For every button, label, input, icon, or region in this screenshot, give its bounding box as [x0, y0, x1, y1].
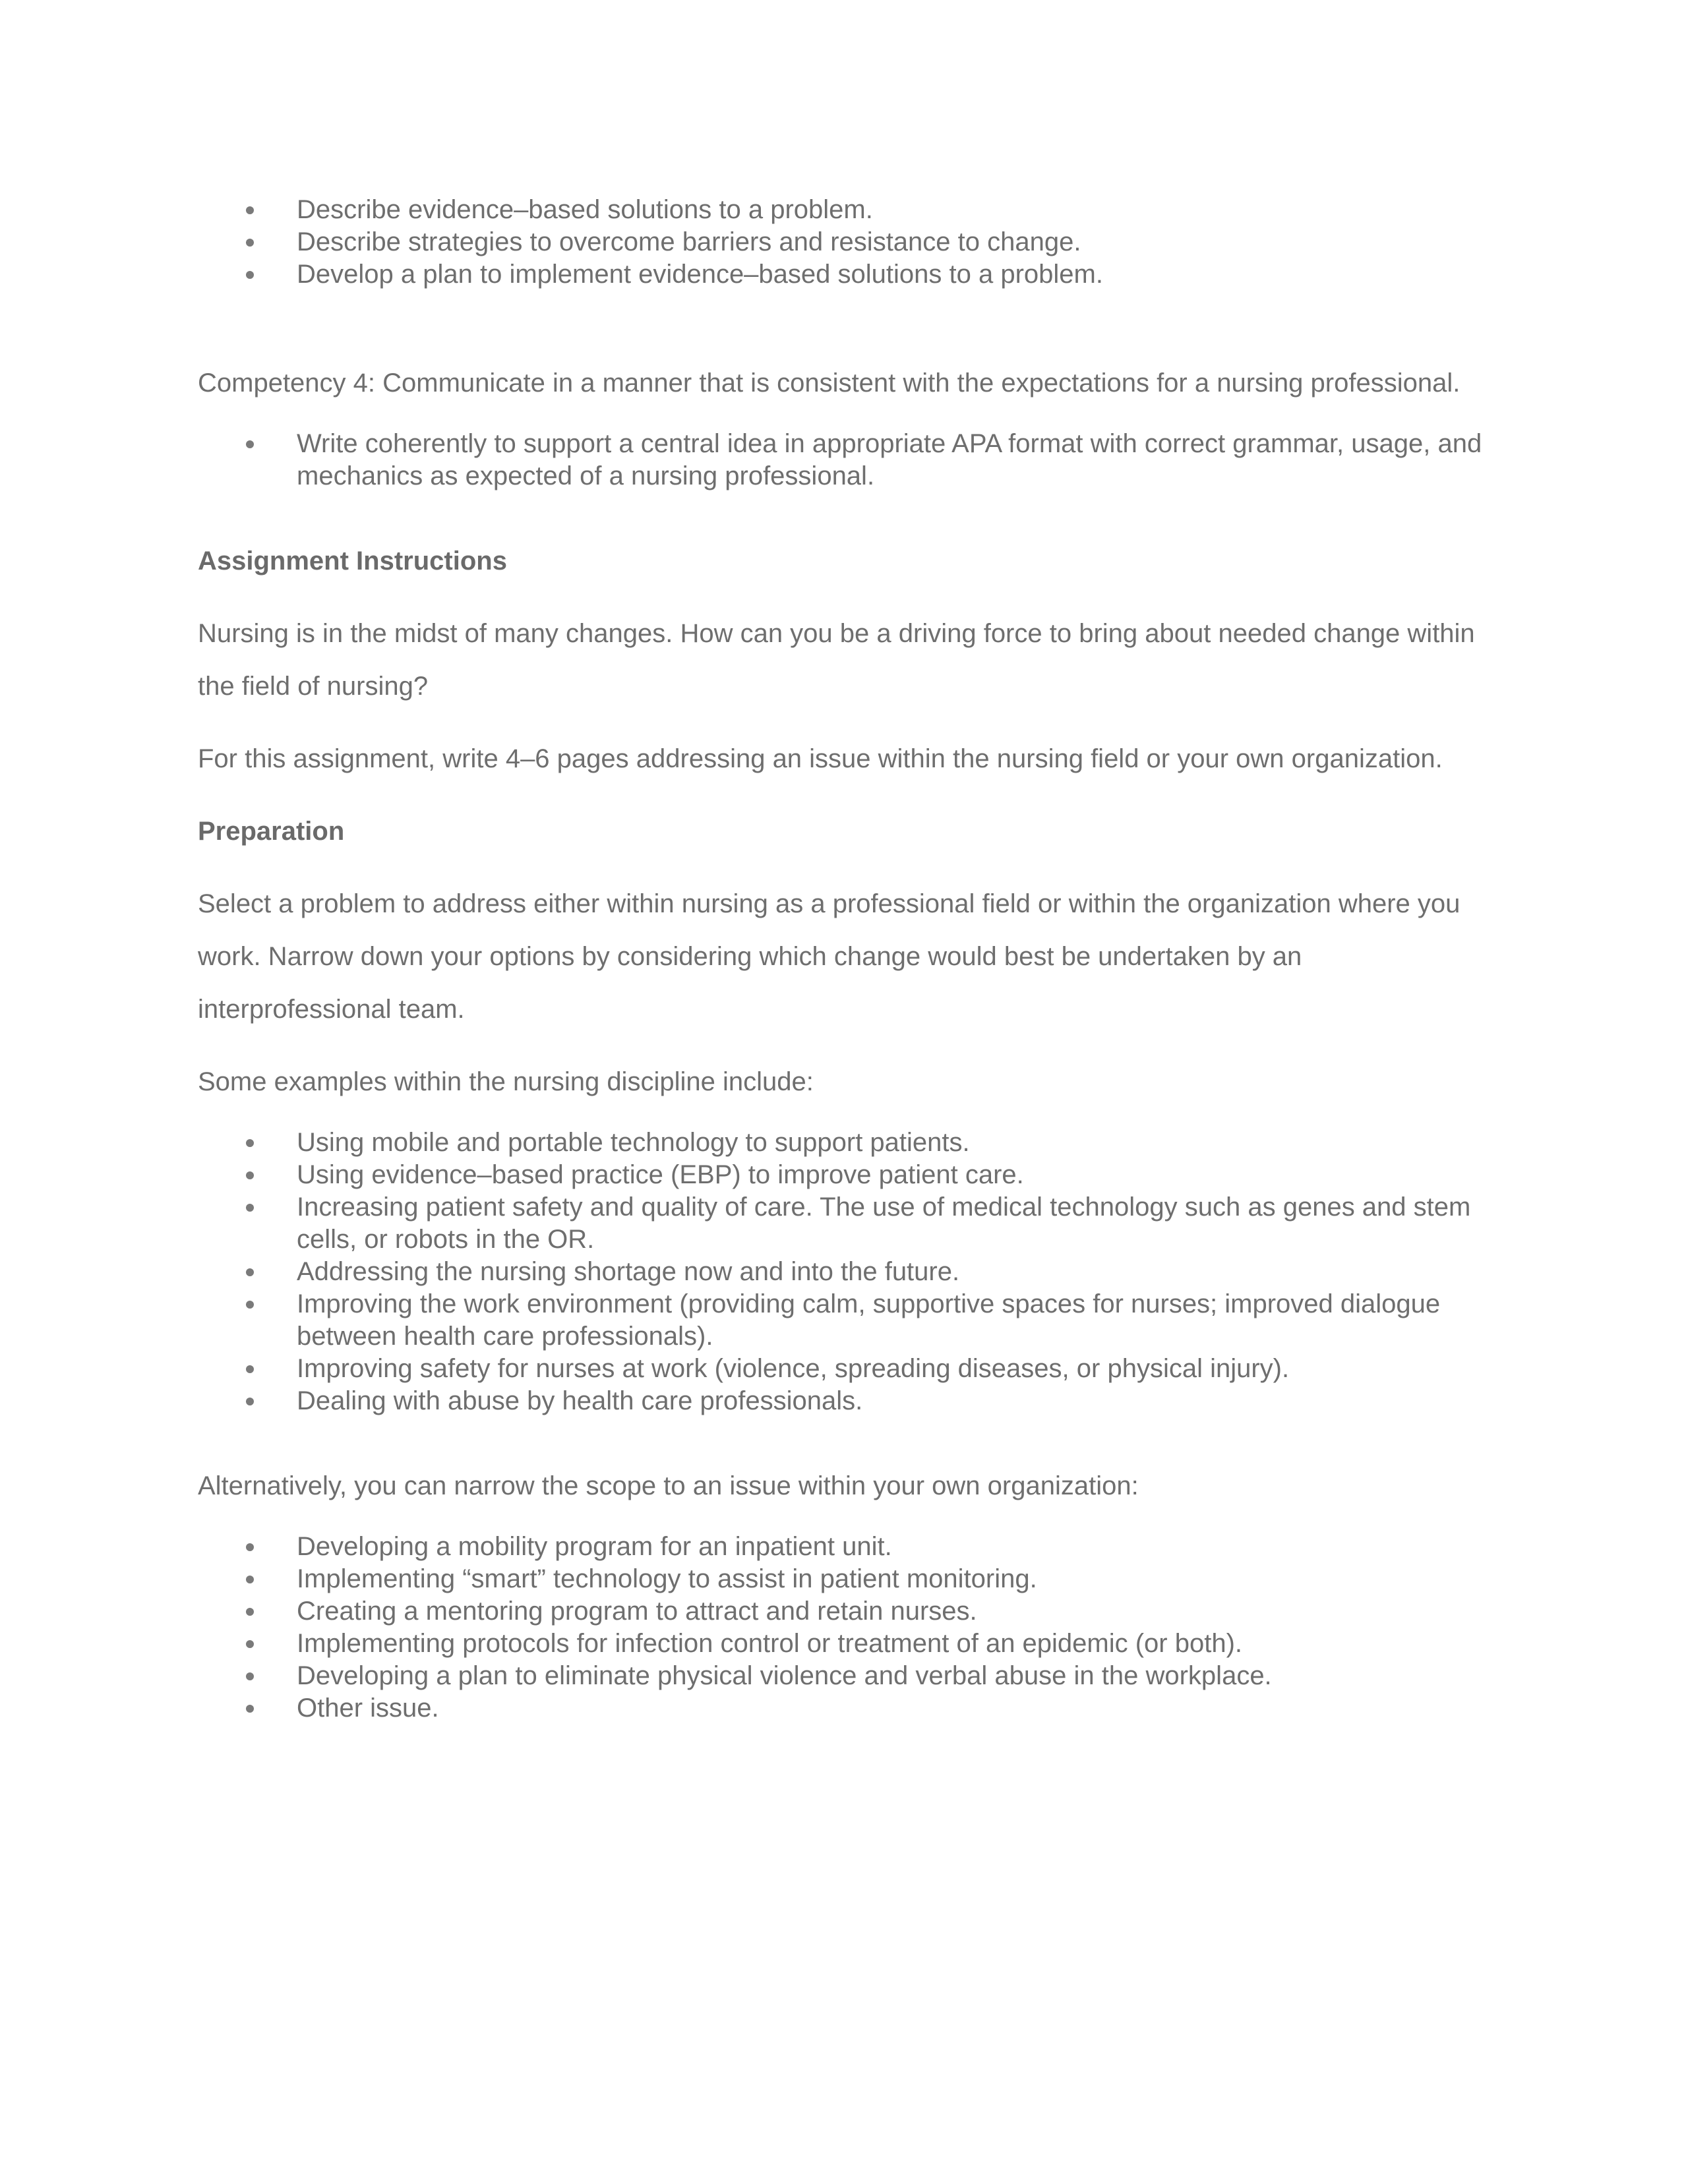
bullet-icon: [246, 1576, 254, 1583]
bullet-icon: [246, 1640, 254, 1648]
list-item: Using mobile and portable technology to support patients.: [198, 1127, 1490, 1159]
preparation-heading: Preparation: [198, 817, 345, 846]
bullet-icon: [246, 206, 254, 214]
preparation-paragraph-2: Some examples within the nursing discipline include:: [198, 1067, 814, 1096]
competency-4-list: [198, 428, 1490, 492]
list-item: Developing a mobility program for an inpatient unit.: [198, 1531, 1490, 1563]
competency-4-text: Competency 4: Communicate in a manner that is consistent with the expectations for a nursing professional.: [198, 369, 1461, 398]
document-page: [198, 194, 1490, 1725]
bullet-icon: [246, 1543, 254, 1551]
bullet-icon: [246, 1398, 254, 1405]
bullet-icon: [246, 1171, 254, 1179]
bullet-icon: [246, 1204, 254, 1212]
bullet-icon: [246, 440, 254, 448]
bullet-icon: [246, 1268, 254, 1276]
assignment-paragraph-2: For this assignment, write 4–6 pages addressing an issue within the nursing field or your own organization.: [198, 744, 1443, 773]
list-item: Improving safety for nurses at work (violence, spreading diseases, or physical injury).: [198, 1353, 1490, 1385]
bullet-icon: [246, 1705, 254, 1713]
bullet-icon: [246, 1672, 254, 1680]
list-item: Increasing patient safety and quality of care. The use of medical technology such as genes and stem cells, or robots in the OR.: [198, 1191, 1490, 1256]
list-item: Write coherently to support a central idea in appropriate APA format with correct grammar, usage, and mechanics as expected of a nursing professional.: [198, 428, 1490, 492]
nursing-examples-list: [198, 1127, 1490, 1417]
list-item: Creating a mentoring program to attract and retain nurses.: [198, 1595, 1490, 1628]
list-item: Implementing protocols for infection control or treatment of an epidemic (or both).: [198, 1628, 1490, 1660]
list-item: Describe evidence–based solutions to a problem.: [198, 194, 1490, 226]
bullet-icon: [246, 1365, 254, 1373]
bullet-icon: [246, 271, 254, 279]
preparation-paragraph-3: Alternatively, you can narrow the scope to an issue within your own organization:: [198, 1471, 1139, 1500]
list-item: Improving the work environment (providing calm, supportive spaces for nurses; improved dialogue between health care professionals).: [198, 1288, 1490, 1353]
list-item: Addressing the nursing shortage now and into the future.: [198, 1256, 1490, 1288]
list-item: Describe strategies to overcome barriers and resistance to change.: [198, 226, 1490, 258]
list-item: Dealing with abuse by health care professionals.: [198, 1385, 1490, 1417]
list-item: Using evidence–based practice (EBP) to improve patient care.: [198, 1159, 1490, 1191]
objectives-list: [198, 194, 1490, 291]
list-item: Implementing “smart” technology to assist in patient monitoring.: [198, 1563, 1490, 1595]
list-item: Other issue.: [198, 1692, 1490, 1725]
bullet-icon: [246, 1301, 254, 1309]
assignment-paragraph-1: Nursing is in the midst of many changes. How can you be a driving force to bring about needed change within the field of nursing?: [198, 619, 1475, 701]
preparation-paragraph-1: Select a problem to address either within nursing as a professional field or within the organization where you work. Narrow down your options by considering which change would best be undertaken by an interprofessional team.: [198, 889, 1461, 1024]
bullet-icon: [246, 1608, 254, 1616]
assignment-instructions-heading: Assignment Instructions: [198, 546, 507, 576]
organization-examples-list: [198, 1531, 1490, 1725]
list-item: Developing a plan to eliminate physical violence and verbal abuse in the workplace.: [198, 1660, 1490, 1692]
bullet-icon: [246, 1139, 254, 1147]
list-item: Develop a plan to implement evidence–based solutions to a problem.: [198, 258, 1490, 291]
bullet-icon: [246, 239, 254, 247]
